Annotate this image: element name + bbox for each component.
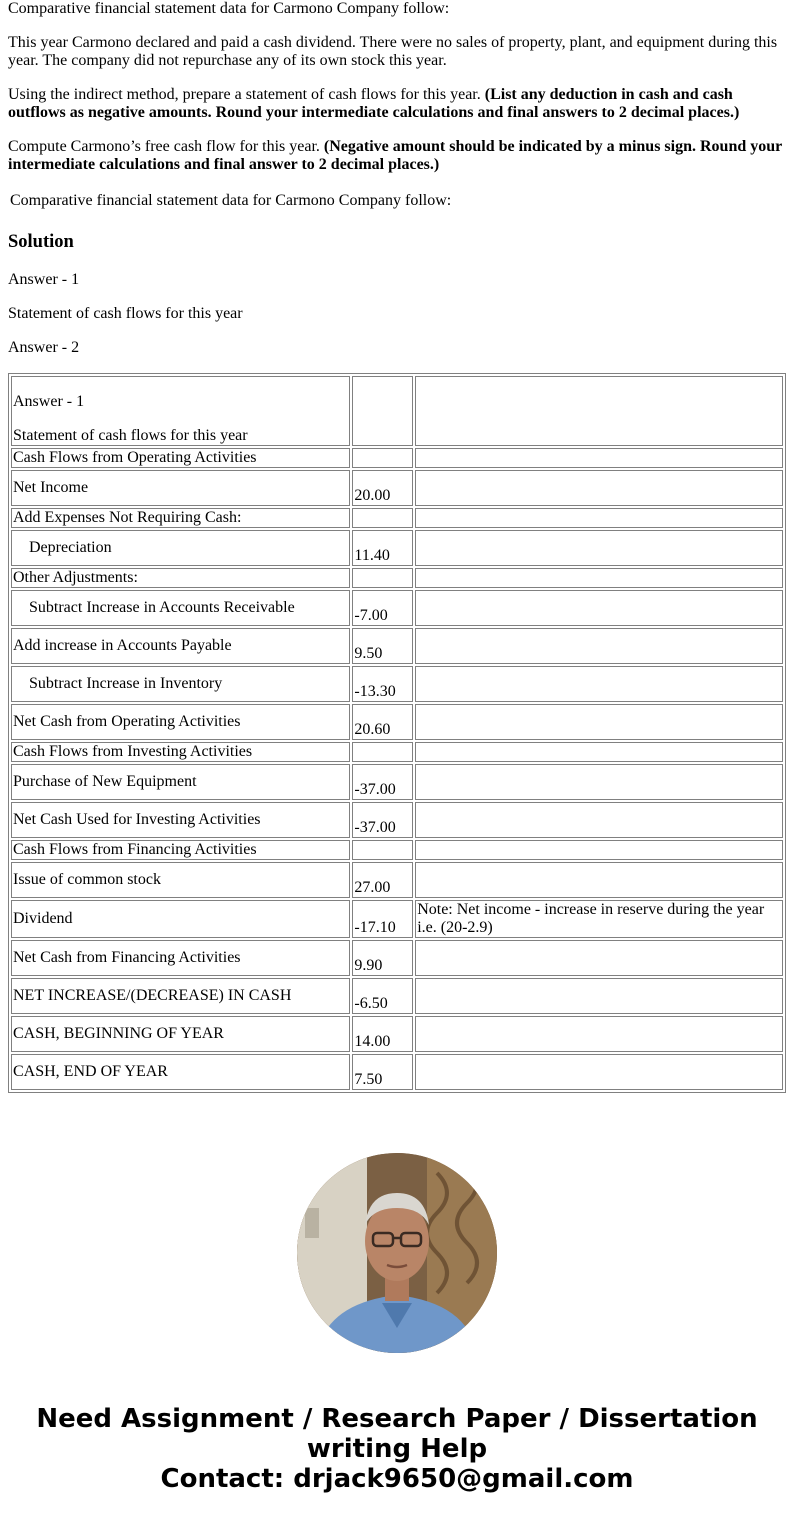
- row-label: Net Cash from Operating Activities: [13, 713, 241, 730]
- instruction-2-bold: (Negative amount should be indicated by a minus sign. Round your intermediate calculations and final answer to 2 decimal places.): [8, 138, 782, 173]
- row-label: Net Income: [13, 479, 89, 496]
- row-label: Add increase in Accounts Payable: [13, 637, 232, 654]
- intro-paragraph-1: Comparative financial statement data for Carmono Company follow:: [8, 0, 450, 17]
- row-amount-cell: [352, 1054, 413, 1090]
- author-photo-icon: [297, 1153, 497, 1353]
- cash-flow-table-body: [11, 376, 783, 1090]
- table-header-answer: Answer - 1: [13, 393, 85, 410]
- row-label: Subtract Increase in Accounts Receivable: [29, 599, 295, 616]
- table-header-row: [11, 376, 783, 446]
- table-header-title: Statement of cash flows for this year: [13, 427, 248, 444]
- row-note: Note: Net income - increase in reserve during the year i.e. (20-2.9): [417, 901, 765, 936]
- row-label-cell: [11, 1016, 350, 1052]
- promo-line-1: Need Assignment / Research Paper / Dissertation: [36, 1404, 758, 1434]
- row-note-cell: [415, 628, 783, 664]
- row-amount-cell: [352, 940, 413, 976]
- row-note-cell: [415, 590, 783, 626]
- table-header-cell: [11, 376, 350, 446]
- row-note-cell: [415, 508, 783, 528]
- row-label: Issue of common stock: [13, 871, 161, 888]
- instruction-2-text: Compute Carmono’s free cash flow for this year.: [8, 138, 324, 155]
- row-label-cell: [11, 802, 350, 838]
- table-header-amount-cell: [352, 376, 413, 446]
- instruction-1-text: Using the indirect method, prepare a statement of cash flows for this year.: [8, 86, 485, 103]
- row-note-cell: [415, 704, 783, 740]
- row-label-cell: [11, 590, 350, 626]
- answer-1-label: Answer - 1: [8, 271, 80, 288]
- row-note-cell: [415, 448, 783, 468]
- table-row: [11, 802, 783, 838]
- row-note-cell: [415, 940, 783, 976]
- row-label: Net Cash Used for Investing Activities: [13, 811, 261, 828]
- table-row: [11, 764, 783, 800]
- row-label: Net Cash from Financing Activities: [13, 949, 241, 966]
- row-amount-cell: [352, 704, 413, 740]
- row-amount-cell: [352, 862, 413, 898]
- row-label: Subtract Increase in Inventory: [29, 675, 223, 692]
- table-row: [11, 568, 783, 588]
- author-avatar: [297, 1153, 497, 1353]
- row-label-cell: [11, 978, 350, 1014]
- row-amount-cell: [352, 900, 413, 938]
- row-note-cell: [415, 568, 783, 588]
- row-amount: 20.00: [354, 487, 391, 504]
- row-note-cell: [415, 900, 783, 938]
- table-row: [11, 900, 783, 938]
- intro-paragraph-repeat: Comparative financial statement data for Carmono Company follow:: [10, 192, 452, 209]
- row-note-cell: [415, 470, 783, 506]
- row-label-cell: [11, 742, 350, 762]
- row-label-cell: [11, 764, 350, 800]
- promo-contact: Contact: drjack9650@gmail.com: [160, 1464, 634, 1494]
- row-amount: 27.00: [354, 879, 391, 896]
- row-note-cell: [415, 978, 783, 1014]
- row-amount-cell: [352, 802, 413, 838]
- row-note-cell: [415, 802, 783, 838]
- row-amount: -37.00: [354, 819, 396, 836]
- promo-line-2: writing Help: [306, 1434, 488, 1464]
- row-note-cell: [415, 1054, 783, 1090]
- table-row: [11, 448, 783, 468]
- row-amount-cell: [352, 1016, 413, 1052]
- table-row: [11, 862, 783, 898]
- intro-paragraph-2: This year Carmono declared and paid a cash dividend. There were no sales of property, plant, and equipment during this year. The company did not repurchase any of its own stock this year.: [8, 34, 778, 69]
- row-note-cell: [415, 1016, 783, 1052]
- promo-banner: [0, 1404, 794, 1494]
- row-label-cell: [11, 862, 350, 898]
- table-row: [11, 742, 783, 762]
- row-note-cell: [415, 862, 783, 898]
- row-amount: -6.50: [354, 995, 388, 1012]
- row-amount-cell: [352, 508, 413, 528]
- table-row: [11, 1016, 783, 1052]
- table-row: [11, 1054, 783, 1090]
- row-amount-cell: [352, 530, 413, 566]
- solution-heading: Solution: [8, 232, 74, 252]
- row-amount-cell: [352, 666, 413, 702]
- row-label-cell: [11, 900, 350, 938]
- row-label: NET INCREASE/(DECREASE) IN CASH: [13, 987, 292, 1004]
- table-row: [11, 940, 783, 976]
- instruction-paragraph-2: [8, 138, 786, 174]
- row-amount-cell: [352, 628, 413, 664]
- row-amount-cell: [352, 840, 413, 860]
- row-amount: 20.60: [354, 721, 391, 738]
- row-label-cell: [11, 448, 350, 468]
- row-label: CASH, END OF YEAR: [13, 1063, 168, 1080]
- row-amount: -7.00: [354, 607, 388, 624]
- row-label: Other Adjustments:: [13, 569, 138, 586]
- row-amount-cell: [352, 764, 413, 800]
- row-note-cell: [415, 666, 783, 702]
- row-amount: 7.50: [354, 1071, 383, 1088]
- row-label: Cash Flows from Operating Activities: [13, 449, 257, 466]
- row-note-cell: [415, 742, 783, 762]
- table-header-note-cell: [415, 376, 783, 446]
- table-row: [11, 666, 783, 702]
- row-label-cell: [11, 1054, 350, 1090]
- answer-2-label: Answer - 2: [8, 339, 80, 356]
- table-row: [11, 590, 783, 626]
- row-label: Dividend: [13, 910, 73, 927]
- row-amount: 14.00: [354, 1033, 391, 1050]
- row-label-cell: [11, 530, 350, 566]
- instruction-1-bold: (List any deduction in cash and cash outflows as negative amounts. Round your intermediate calculations and final answers to 2 decimal places.): [8, 86, 740, 121]
- row-note-cell: [415, 764, 783, 800]
- table-row: [11, 508, 783, 528]
- table-row: [11, 530, 783, 566]
- row-label-cell: [11, 704, 350, 740]
- row-label-cell: [11, 840, 350, 860]
- row-label: Add Expenses Not Requiring Cash:: [13, 509, 242, 526]
- row-label-cell: [11, 628, 350, 664]
- instruction-paragraph-1: [8, 86, 786, 122]
- row-amount: -37.00: [354, 781, 396, 798]
- row-label: Purchase of New Equipment: [13, 773, 197, 790]
- row-amount: -17.10: [354, 919, 396, 936]
- row-amount: 9.50: [354, 645, 383, 662]
- row-label-cell: [11, 940, 350, 976]
- row-amount-cell: [352, 742, 413, 762]
- row-amount-cell: [352, 568, 413, 588]
- statement-title: Statement of cash flows for this year: [8, 305, 243, 322]
- row-amount-cell: [352, 470, 413, 506]
- table-row: [11, 628, 783, 664]
- row-note-cell: [415, 530, 783, 566]
- row-label-cell: [11, 470, 350, 506]
- row-note-cell: [415, 840, 783, 860]
- row-label: Depreciation: [29, 539, 112, 556]
- row-amount: 9.90: [354, 957, 383, 974]
- table-row: [11, 840, 783, 860]
- table-row: [11, 470, 783, 506]
- row-amount: -13.30: [354, 683, 396, 700]
- row-amount-cell: [352, 448, 413, 468]
- row-amount-cell: [352, 590, 413, 626]
- row-label: CASH, BEGINNING OF YEAR: [13, 1025, 224, 1042]
- row-amount: 11.40: [354, 547, 390, 564]
- row-label: Cash Flows from Investing Activities: [13, 743, 253, 760]
- table-row: [11, 704, 783, 740]
- row-label-cell: [11, 508, 350, 528]
- row-label: Cash Flows from Financing Activities: [13, 841, 257, 858]
- row-amount-cell: [352, 978, 413, 1014]
- row-label-cell: [11, 568, 350, 588]
- row-label-cell: [11, 666, 350, 702]
- table-row: [11, 978, 783, 1014]
- cash-flow-table: [8, 373, 786, 1093]
